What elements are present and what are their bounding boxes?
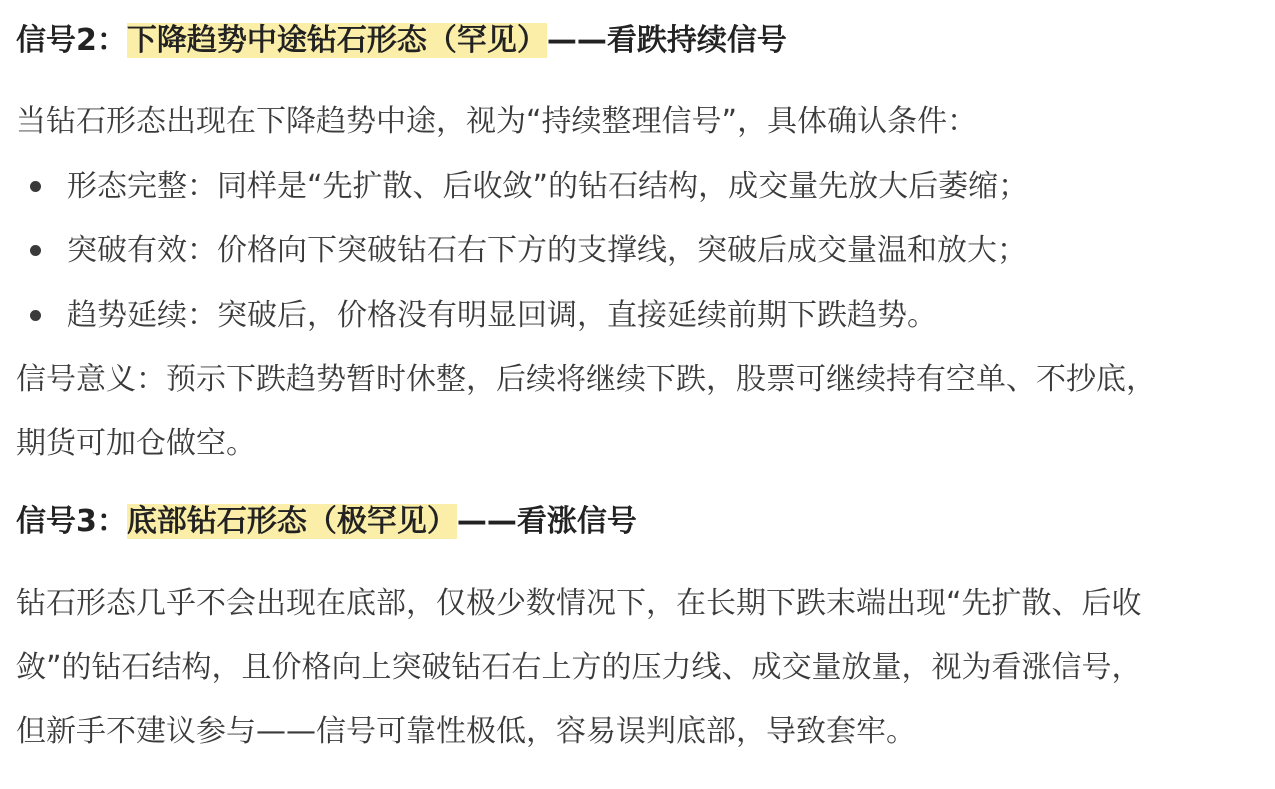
condition-text: 形态完整：同样是“先扩散、后收敛”的钻石结构，成交量先放大后萎缩； (67, 169, 1029, 204)
signal2-meaning-line: 信号意义：预示下跌趋势暂时休整，后续将继续下跌，股票可继续持有空单、不抄底， (16, 362, 1156, 397)
signal3-body-line: 但新手不建议参与——信号可靠性极低，容易误判底部，导致套牢。 (16, 714, 916, 749)
signal2-label: 信号2： (16, 23, 127, 58)
signal3-body-line: 敛”的钻石结构，且价格向上突破钻石右上方的压力线、成交量放量，视为看涨信号， (16, 650, 1142, 685)
signal3-body-line: 钻石形态几乎不会出现在底部，仅极少数情况下，在长期下跌末端出现“先扩散、后收 (16, 586, 1142, 621)
signal3-suffix: ——看涨信号 (456, 504, 637, 539)
signal3-label: 信号3： (16, 504, 127, 539)
condition-text: 趋势延续：突破后，价格没有明显回调，直接延续前期下跌趋势。 (67, 298, 937, 333)
bullet-icon (30, 310, 41, 321)
bullet-icon (30, 245, 41, 256)
signal3-highlight: 底部钻石形态（极罕见） (126, 504, 457, 539)
bullet-icon (30, 181, 41, 192)
signal2-intro: 当钻石形态出现在下降趋势中途，视为“持续整理信号”，具体确认条件： (16, 104, 978, 139)
signal3-heading (16, 500, 637, 544)
signal2-meaning-line: 期货可加仓做空。 (16, 426, 256, 461)
signal2-suffix: ——看跌持续信号 (546, 23, 787, 58)
condition-text: 突破有效：价格向下突破钻石右下方的支撑线，突破后成交量温和放大； (67, 233, 1027, 268)
signal2-highlight: 下降趋势中途钻石形态（罕见） (126, 23, 547, 58)
signal2-heading (16, 19, 787, 63)
